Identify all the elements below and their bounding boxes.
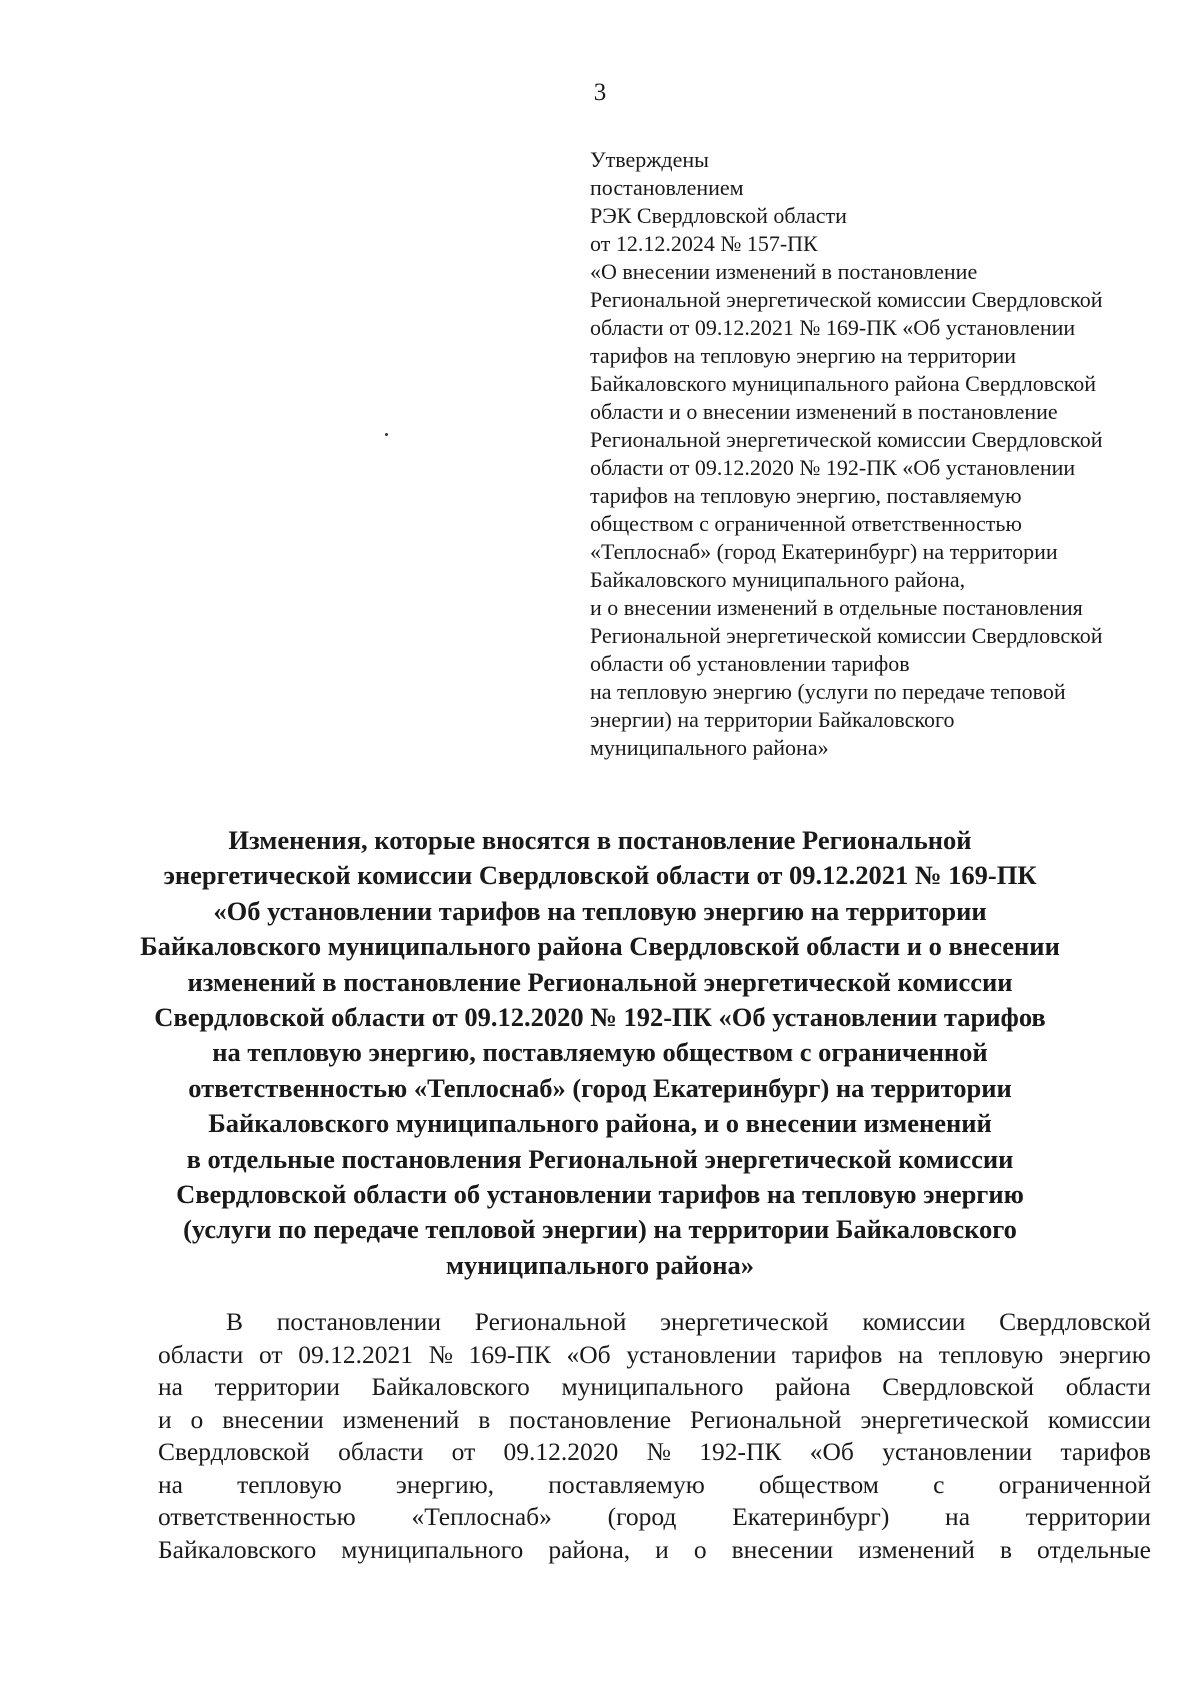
body-word: отдельные <box>1037 1534 1151 1564</box>
title-line: Изменения, которые вносятся в постановление Региональной <box>228 825 972 855</box>
body-word: 09.12.2020 <box>503 1437 619 1466</box>
body-word: (город <box>607 1502 677 1531</box>
approval-line: РЭК Свердловской области <box>590 203 847 228</box>
title-line: на тепловую энергию, поставляемую обществом с ограниченной <box>212 1037 988 1068</box>
approval-stamp-block <box>590 146 1190 762</box>
document-title <box>120 823 1080 1283</box>
body-word: энергетической <box>660 1307 829 1336</box>
body-word: в <box>478 1404 491 1434</box>
title-line: энергетической комиссии Свердловской области от 09.12.2021 № 169-ПК <box>163 860 1037 891</box>
body-word: от <box>451 1437 476 1466</box>
approval-line: области от 09.12.2021 № 169-ПК «Об установлении <box>590 315 1076 340</box>
body-word: изменений <box>342 1404 460 1434</box>
body-line <box>158 1469 1151 1502</box>
title-line: изменений в постановление Региональной энергетической комиссии <box>187 966 1013 997</box>
body-word: района, <box>548 1534 631 1564</box>
approval-line: энергии) на территории Байкаловского <box>590 707 955 732</box>
body-word: постановлении <box>276 1307 441 1336</box>
title-line: (услуги по передаче тепловой энергии) на территории Байкаловского <box>183 1214 1017 1245</box>
body-line <box>158 1371 1151 1404</box>
body-word: В <box>226 1307 244 1336</box>
body-word: Региональной <box>474 1307 627 1336</box>
body-word: Свердловской <box>882 1372 1035 1401</box>
body-word: на <box>158 1469 183 1499</box>
body-paragraph <box>158 1306 1151 1566</box>
approval-line: тарифов на тепловую энергию, поставляемую <box>590 483 1022 508</box>
body-word: Региональной <box>689 1404 842 1434</box>
body-word: ограниченной <box>998 1469 1151 1499</box>
body-word: «Об <box>809 1437 854 1466</box>
body-word: тепловую <box>938 1339 1044 1369</box>
approval-line: Региональной энергетической комиссии Свердловской <box>590 623 1103 648</box>
body-word: № <box>428 1339 453 1369</box>
approval-line: на тепловую энергию (услуги по передаче теповой <box>590 679 1066 704</box>
scan-speck <box>385 433 388 436</box>
approval-line: области об установлении тарифов <box>590 651 910 676</box>
body-word: поставляемую <box>548 1469 705 1499</box>
body-word: энергию, <box>395 1469 495 1499</box>
body-line <box>158 1404 1151 1437</box>
body-word: Свердловской <box>999 1307 1151 1336</box>
body-word: территории <box>214 1372 340 1401</box>
body-word: Екатеринбург) <box>732 1502 890 1531</box>
body-word: внесении <box>731 1534 834 1564</box>
body-word: о <box>190 1404 204 1434</box>
body-word: энергию <box>1059 1339 1151 1369</box>
body-line <box>158 1534 1151 1567</box>
body-word: Байкаловского <box>371 1372 530 1401</box>
body-word: обществом <box>758 1469 879 1499</box>
body-word: тепловую <box>237 1469 342 1499</box>
body-word: Байкаловского <box>158 1534 317 1564</box>
body-word: муниципального <box>561 1372 744 1401</box>
body-line <box>158 1436 1151 1469</box>
body-word: 09.12.2021 <box>298 1339 413 1369</box>
approval-line: от 12.12.2024 № 157-ПК <box>590 231 818 256</box>
body-word: «Теплоснаб» <box>411 1502 552 1531</box>
approval-line: тарифов на тепловую энергию на территории <box>590 343 1017 368</box>
body-word: в <box>999 1534 1012 1564</box>
body-word: энергетической <box>860 1404 1029 1434</box>
approval-line: области от 09.12.2020 № 192-ПК «Об установлении <box>590 455 1076 480</box>
body-word: «Об <box>566 1339 611 1369</box>
body-word: 192-ПК <box>699 1437 782 1466</box>
body-word: района <box>775 1372 851 1401</box>
body-word: установлении <box>882 1437 1033 1466</box>
body-word: комиссии <box>1047 1404 1151 1434</box>
body-word: области <box>158 1339 244 1369</box>
body-word: ответственностью <box>158 1502 356 1531</box>
approval-line: обществом с ограниченной ответственностью <box>590 511 1022 536</box>
body-line <box>158 1306 1151 1339</box>
approval-line: области и о внесении изменений в постановление <box>590 399 1058 424</box>
body-word: 169-ПК <box>468 1339 551 1369</box>
body-word: муниципального <box>341 1534 524 1564</box>
body-word: на <box>945 1502 971 1531</box>
body-word: и <box>158 1404 172 1434</box>
title-line: Байкаловского муниципального района, и о внесении изменений <box>208 1108 992 1139</box>
title-line: ответственностью «Теплоснаб» (город Екатеринбург) на территории <box>188 1072 1012 1103</box>
title-line: Байкаловского муниципального района Свердловской области и о внесении <box>140 931 1060 962</box>
body-word: о <box>693 1534 707 1564</box>
body-word: области <box>1065 1372 1151 1401</box>
approval-line: и о внесении изменений в отдельные постановления <box>590 595 1083 620</box>
body-word: изменений <box>858 1534 975 1564</box>
approval-line: «Теплоснаб» (город Екатеринбург) на территории <box>590 539 1058 564</box>
body-word: на <box>898 1339 924 1369</box>
body-word: № <box>646 1437 671 1466</box>
approval-line: постановлением <box>590 175 744 200</box>
title-line: «Об установлении тарифов на тепловую энергию на территории <box>213 895 987 926</box>
approval-line: Байкаловского муниципального района Свердловской <box>590 371 1097 396</box>
approval-line: Байкаловского муниципального района, <box>590 567 966 592</box>
approval-line: «О внесении изменений в постановление <box>590 259 978 284</box>
body-word: области <box>338 1437 424 1466</box>
body-word: комиссии <box>862 1307 966 1336</box>
title-line: муниципального района» <box>445 1249 755 1280</box>
approval-line: Региональной энергетической комиссии Свердловской <box>590 427 1103 452</box>
body-word: с <box>933 1469 945 1499</box>
body-word: и <box>655 1534 669 1564</box>
body-word: внесении <box>222 1404 324 1434</box>
title-line: Свердловской области от 09.12.2020 № 192-ПК «Об установлении тарифов <box>154 1002 1046 1033</box>
body-word: территории <box>1025 1502 1151 1531</box>
title-line: Свердловской области об установлении тарифов на тепловую энергию <box>176 1179 1024 1210</box>
body-word: от <box>258 1339 283 1369</box>
approval-line: Утверждены <box>590 147 709 172</box>
body-word: установлении <box>626 1339 777 1369</box>
approval-line: Региональной энергетической комиссии Свердловской <box>590 287 1103 312</box>
approval-line: муниципального района» <box>590 735 829 760</box>
body-word: на <box>158 1372 183 1401</box>
body-line <box>158 1339 1151 1372</box>
page-number: 3 <box>593 79 607 106</box>
body-word: тарифов <box>1060 1437 1151 1466</box>
body-line <box>158 1501 1151 1534</box>
title-line: в отдельные постановления Региональной энергетической комиссии <box>186 1143 1014 1174</box>
body-word: постановление <box>509 1404 672 1434</box>
body-word: Свердловской <box>158 1437 310 1466</box>
body-word: тарифов <box>791 1339 883 1369</box>
